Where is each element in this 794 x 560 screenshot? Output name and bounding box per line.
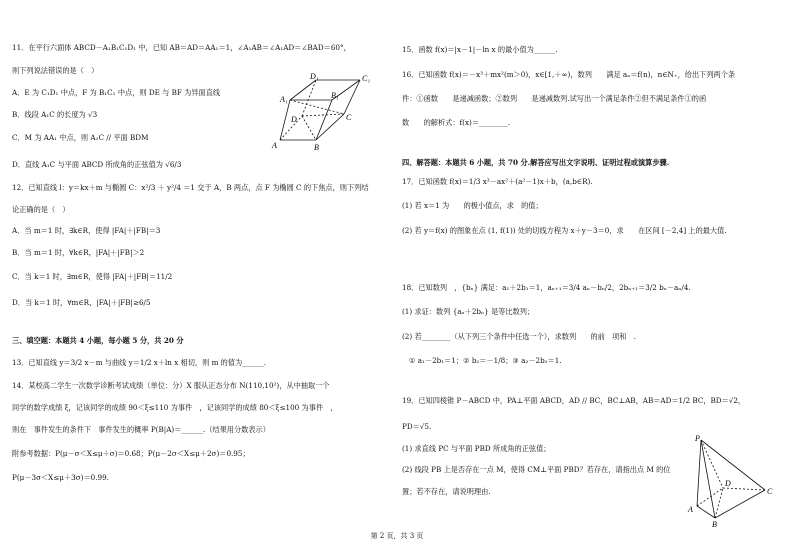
label-d1: D₁	[310, 72, 319, 81]
q14-line-1: 14．某校高二学生一次数学诊断考试成绩（单位：分）X 服从正态分布 N(110,10²)，从中抽取一个	[12, 381, 330, 390]
q16-line-1: 16．已知函数 f(x)＝－x³＋mx²(m＞0)，x∈[1,＋∞)，数列 满足 aₙ＝f(n)，n∈N₊，给出下列两个条	[402, 70, 736, 79]
q18-line-1: 18．已知数列 ，{bₙ} 满足：a₁＋2b₁＝1，aₙ₊₁＝3/4 aₙ－bₙ/2，2bₙ₊₁＝3/2 bₙ－aₙ/4.	[402, 283, 691, 292]
edge-ab	[697, 506, 715, 518]
q18-line-3: (2) 若________（从下列三个条件中任选一个），求数列 的前 项和 .	[402, 332, 636, 341]
q12-ask: 论正确的是（ ）	[12, 205, 70, 214]
edge-bb1	[316, 100, 332, 140]
q18-line-2: (1) 求证：数列 {aₙ＋2bₙ} 是等比数列；	[402, 307, 535, 316]
q11-stem: 11．在平行六面体 ABCD－A₁B₁C₁D₁ 中，已知 AB＝AD＝AA₁＝1，∠A₁AB＝∠A₁AD＝∠BAD＝60°，	[12, 43, 351, 52]
q14-line-2: 同学的数学成绩 ξ，记该同学的成绩 90＜ξ≤110 为事件 ，记该同学的成绩 80＜ξ≤100 为事件 ，	[12, 403, 338, 412]
label-d: D	[291, 115, 297, 124]
q19-line-3: (1) 求直线 PC 与平面 PBD 所成角的正弦值；	[402, 444, 551, 453]
label-b: B	[314, 143, 319, 152]
label-p: P	[695, 434, 700, 443]
edge-aa1	[280, 100, 290, 140]
label-d: D	[725, 479, 731, 488]
q11-option-a: A．E 为 C₁D₁ 中点，F 为 B₁C₁ 中点，则 DE 与 BF 为异面直线	[12, 88, 221, 97]
q14-line-4: 附参考数据：P(μ－σ＜X≤μ＋σ)＝0.68；P(μ－2σ＜X≤μ＋2σ)＝0.95；	[12, 449, 250, 458]
edge-pb	[701, 440, 715, 518]
parallelepiped-figure	[268, 72, 378, 154]
q17-line-2: (1) 若 x＝1 为 的极小值点，求 的值；	[402, 201, 543, 210]
edge-bd	[715, 488, 723, 518]
q11-option-d: D．直线 A₁C 与平面 ABCD 所成角的正弦值为 √6/3	[12, 160, 182, 169]
q12-option-a: A．当 m＝1 时，∃k∈R，使得 |FA|＋|FB|＝3	[12, 226, 161, 235]
q19-line-2: PD＝√5.	[402, 422, 432, 431]
q17-line-1: 17．已知函数 f(x)＝1/3 x³－ax²＋(a²－1)x＋b，(a,b∈R).	[402, 177, 593, 186]
q19-line-5: 置；若不存在，请说明理由.	[402, 487, 491, 496]
label-a: A	[272, 141, 277, 150]
q11-option-b: B．线段 A₁C 的长度为 √3	[12, 110, 98, 119]
edge-bc	[715, 490, 765, 518]
q19-line-4: (2) 线段 PB 上是否存在一点 M，使得 CM⊥平面 PBD？若存在，请指出点 M 的位	[402, 465, 671, 474]
q19-line-1: 19．已知四棱锥 P－ABCD 中，PA⊥平面 ABCD，AD // BC，BC⊥AB，AB＝AD＝1/2 BC，BD＝√2，	[402, 396, 746, 405]
page-footer: 第 2 页，共 3 页	[370, 532, 424, 540]
q11-option-c: C．M 为 AA₁ 中点，则 A₁C // 平面 BDM	[12, 133, 149, 142]
edge-pd	[701, 440, 723, 488]
edge-dc	[302, 114, 344, 116]
q14-line-3: 则在 事件发生的条件下 事件发生的概率 P(B|A)＝______.（结果用分数表示）	[12, 425, 270, 434]
section-4-heading: 四、解答题：本题共 6 小题，共 70 分.解答应写出文字说明、证明过程或演算步骤.	[402, 158, 670, 167]
edge-a1d1	[290, 80, 316, 100]
q12-option-b: B．当 m＝1 时，∀k∈R，|FA|＋|FB|＞2	[12, 248, 145, 257]
edge-dc	[723, 488, 765, 490]
edge-cc1	[344, 80, 360, 114]
q14-line-5: P(μ－3σ＜X≤μ＋3σ)＝0.99.	[12, 473, 109, 482]
pyramid-figure	[683, 432, 783, 528]
q16-line-3: 数 的解析式：f(x)＝________.	[402, 118, 511, 127]
q12-option-d: D．当 k＝1 时，∀m∈R，|FA|＋|FB|≥6/5	[12, 298, 151, 307]
section-3-heading: 三、填空题：本题共 4 小题，每小题 5 分，共 20 分	[12, 336, 184, 345]
edge-bc	[316, 114, 344, 140]
label-c: C	[767, 487, 773, 496]
q12-option-c: C．当 k＝1 时，∃m∈R，使得 |FA|＋|FB|＝11/2	[12, 272, 173, 281]
q11-ask: 则下列说法错误的是（ ）	[12, 66, 99, 75]
q13: 13．已知直线 y＝3/2 x－m 与曲线 y＝1/2 x＋ln x 相切，则 m 的值为______.	[12, 358, 267, 367]
diag-db	[302, 116, 316, 140]
label-a: A	[688, 505, 693, 514]
q12-stem: 12．已知直线 l：y＝kx＋m 与椭圆 C：x²/3 ＋ y²/4 ＝1 交于 A，B 两点，点 F 为椭圆 C 的下焦点，则下列结	[12, 183, 369, 192]
q16-line-2: 件：①函数 是递减函数；②数列 是递减数列.试写出一个满足条件②但不满足条件①的函	[402, 94, 707, 103]
q18-line-4: ① a₁－2b₁＝1；② b₂＝－1/8；③ a₂－2b₂＝1.	[409, 356, 562, 365]
label-b: B	[712, 520, 717, 528]
q15: 15．函数 f(x)＝|x－1|－ln x 的最小值为______.	[402, 45, 558, 54]
label-b1: B₁	[331, 91, 339, 100]
label-c1: C₁	[362, 74, 371, 83]
label-c: C	[346, 113, 352, 122]
q17-line-3: (2) 若 y＝f(x) 的图象在点 (1, f(1)) 处的切线方程为 x＋y－3＝0，求 在区间 [－2,4] 上的最大值.	[402, 226, 727, 235]
edge-pa	[697, 440, 701, 506]
label-a1: A₁	[280, 95, 288, 104]
diag-a1c	[290, 100, 344, 114]
edge-pc	[701, 440, 765, 490]
